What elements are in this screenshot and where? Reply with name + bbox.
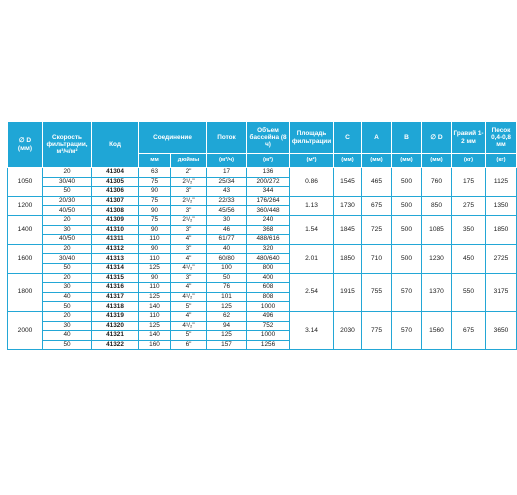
cell-volume: 200/272 (247, 177, 290, 187)
table-row (8, 244, 517, 254)
cell-connection-inch: 4" (171, 283, 207, 293)
cell-flow: 17 (207, 168, 247, 178)
header-diameter (8, 122, 43, 168)
cell-code: 41311 (92, 235, 139, 245)
cell-volume: 808 (247, 292, 290, 302)
cell-flow: 157 (207, 340, 247, 350)
cell-connection-inch: 5" (171, 331, 207, 341)
cell-code: 41309 (92, 215, 139, 225)
cell-flow: 22/33 (207, 196, 247, 206)
filter-spec-table (7, 121, 517, 350)
cell-sand: 2725 (486, 244, 517, 273)
cell-d2: 1230 (422, 244, 452, 273)
cell-a: 755 (362, 273, 392, 311)
cell-connection-mm: 110 (139, 283, 171, 293)
cell-a: 710 (362, 244, 392, 273)
cell-code: 41307 (92, 196, 139, 206)
cell-flow: 46 (207, 225, 247, 235)
cell-connection-mm: 75 (139, 196, 171, 206)
cell-volume: 800 (247, 263, 290, 273)
cell-volume: 368 (247, 225, 290, 235)
cell-area: 0.86 (290, 168, 334, 197)
cell-gravel: 675 (452, 311, 486, 349)
cell-gravel: 350 (452, 215, 486, 244)
cell-b: 500 (392, 168, 422, 197)
cell-speed: 50 (43, 340, 92, 350)
cell-d2: 850 (422, 196, 452, 215)
cell-volume: 1000 (247, 331, 290, 341)
cell-connection-inch: 4" (171, 311, 207, 321)
cell-code: 41318 (92, 302, 139, 312)
cell-connection-mm: 125 (139, 292, 171, 302)
cell-volume: 344 (247, 187, 290, 197)
cell-flow: 43 (207, 187, 247, 197)
cell-volume: 360/448 (247, 206, 290, 216)
cell-code: 41316 (92, 283, 139, 293)
cell-speed: 40 (43, 292, 92, 302)
unit-b: (мм) (392, 154, 422, 168)
unit-area: (м²) (290, 154, 334, 168)
header-flow: Поток (207, 122, 247, 154)
cell-connection-mm: 90 (139, 273, 171, 283)
cell-speed: 50 (43, 302, 92, 312)
table-header (8, 122, 517, 168)
cell-sand: 1850 (486, 215, 517, 244)
cell-b: 500 (392, 215, 422, 244)
header-volume: Объем бассейна (8 ч) (247, 122, 290, 154)
cell-c: 1845 (334, 215, 362, 244)
cell-c: 2030 (334, 311, 362, 349)
cell-connection-mm: 90 (139, 187, 171, 197)
cell-volume: 480/640 (247, 254, 290, 264)
cell-connection-mm: 110 (139, 311, 171, 321)
cell-area: 2.54 (290, 273, 334, 311)
cell-speed: 30/40 (43, 254, 92, 264)
cell-a: 725 (362, 215, 392, 244)
cell-volume: 496 (247, 311, 290, 321)
cell-connection-mm: 160 (139, 340, 171, 350)
cell-area: 2.01 (290, 244, 334, 273)
cell-b: 500 (392, 244, 422, 273)
cell-connection-inch: 4" (171, 254, 207, 264)
cell-code: 41319 (92, 311, 139, 321)
cell-speed: 50 (43, 187, 92, 197)
cell-volume: 488/616 (247, 235, 290, 245)
cell-d2: 1370 (422, 273, 452, 311)
cell-connection-mm: 90 (139, 225, 171, 235)
header-d2: ∅ D (422, 122, 452, 154)
unit-c: (мм) (334, 154, 362, 168)
cell-flow: 62 (207, 311, 247, 321)
cell-connection-mm: 110 (139, 254, 171, 264)
cell-connection-mm: 75 (139, 215, 171, 225)
cell-flow: 94 (207, 321, 247, 331)
header-c: C (334, 122, 362, 154)
cell-c: 1915 (334, 273, 362, 311)
header-code: Код (92, 122, 139, 168)
cell-sand: 3650 (486, 311, 517, 349)
cell-connection-inch: 4¹/₂" (171, 292, 207, 302)
cell-connection-inch: 2¹/₂" (171, 215, 207, 225)
cell-connection-mm: 75 (139, 177, 171, 187)
cell-flow: 125 (207, 302, 247, 312)
cell-a: 675 (362, 196, 392, 215)
table-row (8, 168, 517, 178)
cell-connection-inch: 4¹/₂" (171, 263, 207, 273)
cell-diameter: 1200 (8, 196, 43, 215)
unit-flow: (м³/ч) (207, 154, 247, 168)
cell-gravel: 550 (452, 273, 486, 311)
cell-c: 1730 (334, 196, 362, 215)
cell-speed: 30 (43, 283, 92, 293)
cell-speed: 30 (43, 225, 92, 235)
cell-speed: 30/40 (43, 177, 92, 187)
cell-code: 41321 (92, 331, 139, 341)
cell-flow: 61/77 (207, 235, 247, 245)
cell-sand: 1125 (486, 168, 517, 197)
unit-inches: дюймы (171, 154, 207, 168)
cell-speed: 50 (43, 263, 92, 273)
table-row (8, 273, 517, 283)
cell-volume: 240 (247, 215, 290, 225)
cell-speed: 20 (43, 215, 92, 225)
cell-connection-inch: 2¹/₂" (171, 196, 207, 206)
cell-connection-mm: 110 (139, 235, 171, 245)
cell-a: 465 (362, 168, 392, 197)
cell-sand: 3175 (486, 273, 517, 311)
cell-flow: 50 (207, 273, 247, 283)
cell-area: 3.14 (290, 311, 334, 349)
cell-connection-inch: 6" (171, 340, 207, 350)
header-gravel: Гравий 1-2 мм (452, 122, 486, 154)
cell-connection-inch: 4¹/₂" (171, 321, 207, 331)
cell-code: 41308 (92, 206, 139, 216)
cell-speed: 20 (43, 273, 92, 283)
cell-speed: 20/30 (43, 196, 92, 206)
cell-volume: 608 (247, 283, 290, 293)
cell-volume: 400 (247, 273, 290, 283)
cell-connection-inch: 5" (171, 302, 207, 312)
cell-diameter: 1600 (8, 244, 43, 273)
cell-connection-inch: 3" (171, 225, 207, 235)
cell-code: 41322 (92, 340, 139, 350)
cell-code: 41310 (92, 225, 139, 235)
cell-area: 1.13 (290, 196, 334, 215)
cell-b: 570 (392, 273, 422, 311)
unit-gravel: (кг) (452, 154, 486, 168)
cell-gravel: 275 (452, 196, 486, 215)
cell-flow: 25/34 (207, 177, 247, 187)
header-connection: Соединение (139, 122, 207, 154)
cell-speed: 30 (43, 321, 92, 331)
cell-connection-inch: 3" (171, 244, 207, 254)
cell-flow: 40 (207, 244, 247, 254)
cell-connection-mm: 125 (139, 263, 171, 273)
header-diameter-unit: (мм) (17, 144, 33, 152)
header-sand: Песок 0,4-0,8 мм (486, 122, 517, 154)
cell-c: 1850 (334, 244, 362, 273)
cell-connection-mm: 90 (139, 244, 171, 254)
cell-code: 41320 (92, 321, 139, 331)
cell-flow: 76 (207, 283, 247, 293)
unit-a: (мм) (362, 154, 392, 168)
cell-volume: 176/264 (247, 196, 290, 206)
cell-connection-mm: 140 (139, 331, 171, 341)
cell-code: 41304 (92, 168, 139, 178)
cell-volume: 752 (247, 321, 290, 331)
cell-d2: 1085 (422, 215, 452, 244)
cell-b: 500 (392, 196, 422, 215)
cell-volume: 1000 (247, 302, 290, 312)
cell-code: 41313 (92, 254, 139, 264)
cell-gravel: 450 (452, 244, 486, 273)
cell-area: 1.54 (290, 215, 334, 244)
cell-connection-inch: 2" (171, 168, 207, 178)
cell-connection-inch: 4" (171, 235, 207, 245)
cell-speed: 40/50 (43, 235, 92, 245)
cell-volume: 320 (247, 244, 290, 254)
table-row (8, 215, 517, 225)
cell-connection-mm: 125 (139, 321, 171, 331)
header-b: B (392, 122, 422, 154)
cell-code: 41312 (92, 244, 139, 254)
cell-volume: 1256 (247, 340, 290, 350)
header-a: A (362, 122, 392, 154)
cell-diameter: 1400 (8, 215, 43, 244)
unit-sand: (кг) (486, 154, 517, 168)
cell-diameter: 1800 (8, 273, 43, 311)
cell-b: 570 (392, 311, 422, 349)
cell-c: 1545 (334, 168, 362, 197)
cell-code: 41314 (92, 263, 139, 273)
cell-volume: 136 (247, 168, 290, 178)
unit-d2: (мм) (422, 154, 452, 168)
cell-speed: 40/50 (43, 206, 92, 216)
cell-d2: 760 (422, 168, 452, 197)
header-diameter-label: ∅ D (18, 137, 32, 145)
cell-code: 41306 (92, 187, 139, 197)
cell-flow: 101 (207, 292, 247, 302)
cell-speed: 20 (43, 168, 92, 178)
cell-code: 41315 (92, 273, 139, 283)
unit-mm: мм (139, 154, 171, 168)
cell-sand: 1350 (486, 196, 517, 215)
cell-diameter: 1050 (8, 168, 43, 197)
cell-d2: 1560 (422, 311, 452, 349)
cell-flow: 30 (207, 215, 247, 225)
cell-connection-inch: 3" (171, 273, 207, 283)
cell-speed: 40 (43, 331, 92, 341)
cell-gravel: 175 (452, 168, 486, 197)
cell-connection-mm: 63 (139, 168, 171, 178)
cell-a: 775 (362, 311, 392, 349)
cell-flow: 125 (207, 331, 247, 341)
cell-code: 41317 (92, 292, 139, 302)
table-row (8, 311, 517, 321)
cell-connection-mm: 90 (139, 206, 171, 216)
cell-code: 41305 (92, 177, 139, 187)
cell-speed: 20 (43, 244, 92, 254)
cell-connection-inch: 2¹/₂" (171, 177, 207, 187)
header-area: Площадь фильтрации (290, 122, 334, 154)
table-body (8, 168, 517, 350)
cell-connection-mm: 140 (139, 302, 171, 312)
cell-speed: 20 (43, 311, 92, 321)
cell-diameter: 2000 (8, 311, 43, 349)
table-row (8, 196, 517, 206)
unit-volume: (м³) (247, 154, 290, 168)
cell-flow: 100 (207, 263, 247, 273)
cell-connection-inch: 3" (171, 187, 207, 197)
cell-connection-inch: 3" (171, 206, 207, 216)
cell-flow: 45/56 (207, 206, 247, 216)
cell-flow: 60/80 (207, 254, 247, 264)
header-speed: Скорость фильтрации, м³/ч/м² (43, 122, 92, 168)
